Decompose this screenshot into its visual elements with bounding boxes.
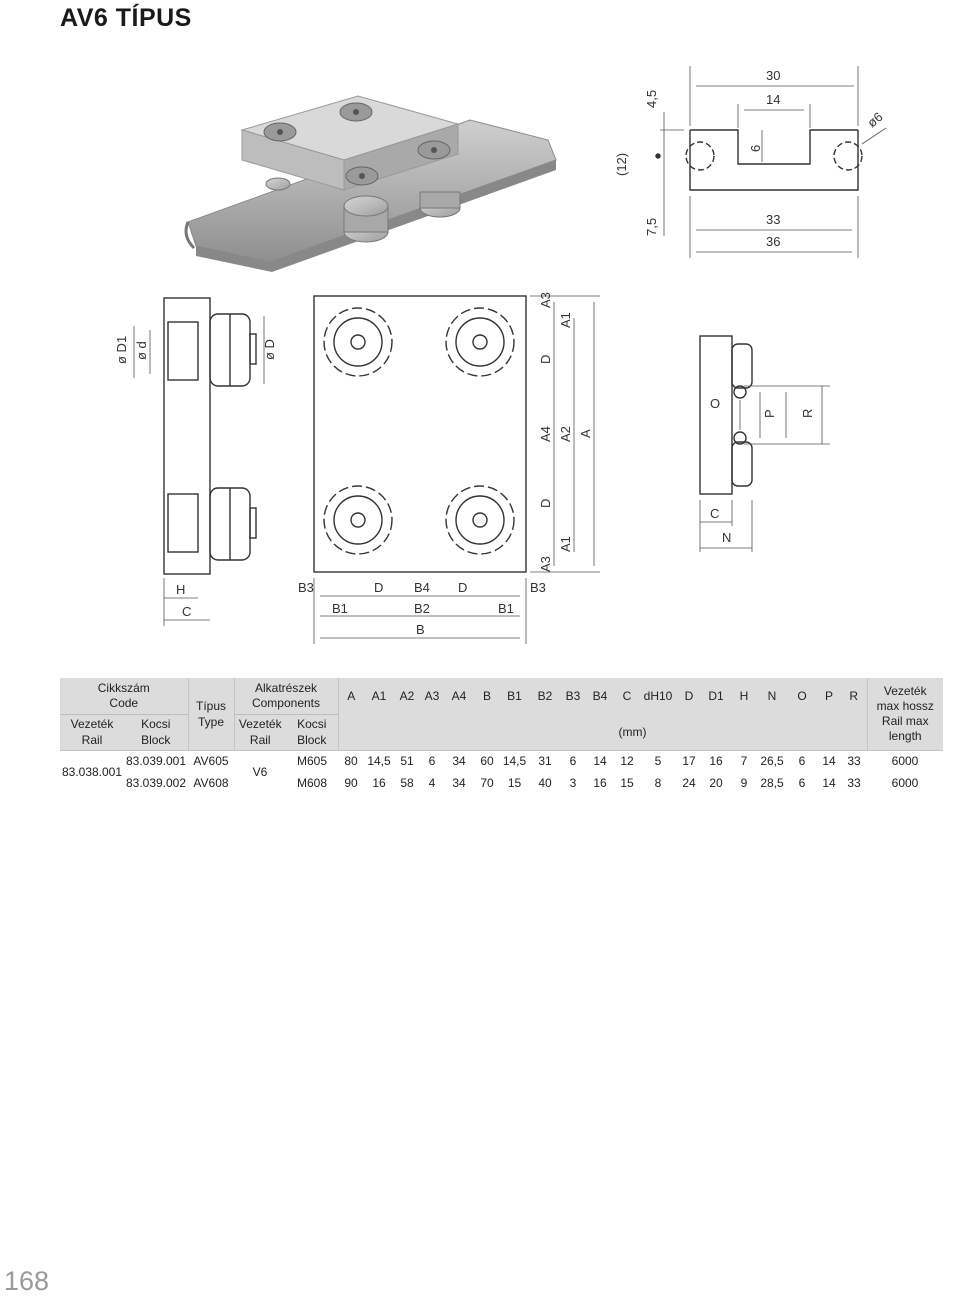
block-component: M605 — [286, 750, 338, 772]
label-oD: ø D — [262, 339, 277, 360]
col-A4: A4 — [444, 678, 474, 714]
unit-label: (mm) — [338, 714, 867, 750]
end-view — [700, 336, 830, 552]
label-A3-bot: A3 — [538, 556, 553, 572]
label-R: R — [800, 408, 815, 418]
label-od: ø d — [134, 341, 149, 360]
label-B4: B4 — [414, 580, 430, 595]
dim-7-5: 7,5 — [644, 217, 659, 236]
page-number: 168 — [4, 1266, 50, 1296]
value-cell: 70 — [474, 772, 500, 794]
max-length-cell: 6000 — [867, 750, 943, 772]
value-cell: 40 — [529, 772, 561, 794]
rail-component: V6 — [234, 750, 286, 794]
dim-dia6: ø6 — [864, 109, 886, 131]
comp-block-header: Kocsi Block — [286, 714, 338, 750]
value-cell: 28,5 — [757, 772, 787, 794]
col-B3: B3 — [561, 678, 585, 714]
label-A1-top: A1 — [558, 312, 573, 328]
label-A: A — [578, 429, 593, 438]
dim-14: 14 — [766, 92, 781, 107]
rail-code: 83.038.001 — [60, 750, 124, 794]
dim-6: 6 — [748, 144, 763, 152]
value-cell: 24 — [677, 772, 701, 794]
col-B2: B2 — [529, 678, 561, 714]
col-H: H — [731, 678, 757, 714]
type-header-en: Type — [197, 714, 224, 729]
value-cell: 34 — [444, 750, 474, 772]
value-cell: 14,5 — [500, 750, 529, 772]
value-cell: 33 — [841, 772, 867, 794]
col-B1: B1 — [500, 678, 529, 714]
table-row — [60, 772, 943, 794]
label-C-end: C — [710, 506, 720, 521]
label-B3-left: B3 — [298, 580, 314, 595]
page-title: AV6 TÍPUS — [60, 4, 192, 32]
label-D-top: D — [538, 354, 553, 364]
label-O: O — [710, 396, 721, 411]
label-H: H — [176, 582, 186, 597]
value-cell: 6 — [787, 750, 817, 772]
max-length-cell: 6000 — [867, 772, 943, 794]
code-header-hu: Cikkszám — [97, 680, 150, 695]
value-cell: 16 — [364, 772, 394, 794]
label-B2: B2 — [414, 601, 430, 616]
components-header — [234, 678, 338, 714]
label-D-right: D — [458, 580, 468, 595]
col-B: B — [474, 678, 500, 714]
value-cell: 34 — [444, 772, 474, 794]
value-cell: 15 — [615, 772, 639, 794]
technical-drawing — [0, 40, 960, 650]
col-D1: D1 — [701, 678, 731, 714]
value-cell: 12 — [615, 750, 639, 772]
value-cell: 6 — [561, 750, 585, 772]
value-cell: 5 — [639, 750, 677, 772]
dim-4-5: 4,5 — [644, 89, 659, 108]
dim-36: 36 — [766, 234, 781, 249]
col-A1: A1 — [364, 678, 394, 714]
label-N: N — [722, 530, 732, 545]
value-cell: 8 — [639, 772, 677, 794]
value-cell: 90 — [338, 772, 364, 794]
col-dH10: dH10 — [639, 678, 677, 714]
label-D-left: D — [374, 580, 384, 595]
value-cell: 16 — [701, 750, 731, 772]
components-header-hu: Alkatrészek — [254, 680, 318, 695]
product-illustration — [186, 96, 556, 272]
value-cell: 6 — [420, 750, 444, 772]
value-cell: 14 — [585, 750, 615, 772]
label-B1-right: B1 — [498, 601, 514, 616]
col-D: D — [677, 678, 701, 714]
value-cell: 60 — [474, 750, 500, 772]
col-R: R — [841, 678, 867, 714]
label-C-side: C — [182, 604, 192, 619]
col-N: N — [757, 678, 787, 714]
label-A3-top: A3 — [538, 292, 553, 308]
value-cell: 80 — [338, 750, 364, 772]
code-rail-header: Vezeték Rail — [60, 714, 124, 750]
spec-table — [60, 678, 943, 794]
value-cell: 31 — [529, 750, 561, 772]
col-A: A — [338, 678, 364, 714]
code-header — [60, 678, 188, 714]
value-cell: 51 — [394, 750, 420, 772]
col-B4: B4 — [585, 678, 615, 714]
col-O: O — [787, 678, 817, 714]
value-cell: 26,5 — [757, 750, 787, 772]
value-cell: 17 — [677, 750, 701, 772]
label-D-bot: D — [538, 498, 553, 508]
label-B1-left: B1 — [332, 601, 348, 616]
label-od1: ø D1 — [114, 335, 129, 364]
block-code: 83.039.001 — [124, 750, 188, 772]
block-component: M608 — [286, 772, 338, 794]
value-cell: 33 — [841, 750, 867, 772]
value-cell: 14 — [817, 750, 841, 772]
type-header-hu: Típus — [195, 698, 226, 713]
value-cell: 9 — [731, 772, 757, 794]
label-A4: A4 — [538, 426, 553, 442]
max-length-header: Vezeték max hossz Rail max length — [867, 678, 943, 750]
value-cell: 6 — [787, 772, 817, 794]
dim-30: 30 — [766, 68, 781, 83]
type-cell: AV608 — [188, 772, 234, 794]
code-block-header: Kocsi Block — [124, 714, 188, 750]
col-A2: A2 — [394, 678, 420, 714]
value-cell: 58 — [394, 772, 420, 794]
type-cell: AV605 — [188, 750, 234, 772]
dim-12: (12) — [614, 152, 629, 176]
value-cell: 14 — [817, 772, 841, 794]
value-cell: 14,5 — [364, 750, 394, 772]
block-code: 83.039.002 — [124, 772, 188, 794]
col-A3: A3 — [420, 678, 444, 714]
label-A1-bot: A1 — [558, 536, 573, 552]
table-row — [60, 750, 943, 772]
value-cell: 16 — [585, 772, 615, 794]
label-P: P — [762, 409, 777, 418]
dim-33: 33 — [766, 212, 781, 227]
comp-rail-header: Vezeték Rail — [234, 714, 286, 750]
side-view — [134, 298, 264, 626]
value-cell: 15 — [500, 772, 529, 794]
code-header-en: Code — [109, 695, 139, 710]
value-cell: 4 — [420, 772, 444, 794]
label-A2: A2 — [558, 426, 573, 442]
label-B: B — [416, 622, 425, 637]
value-cell: 7 — [731, 750, 757, 772]
type-header — [188, 678, 234, 750]
col-C: C — [615, 678, 639, 714]
plan-view — [314, 296, 600, 644]
label-B3-right: B3 — [530, 580, 546, 595]
value-cell: 20 — [701, 772, 731, 794]
components-header-en: Components — [251, 695, 321, 710]
value-cell: 3 — [561, 772, 585, 794]
col-P: P — [817, 678, 841, 714]
